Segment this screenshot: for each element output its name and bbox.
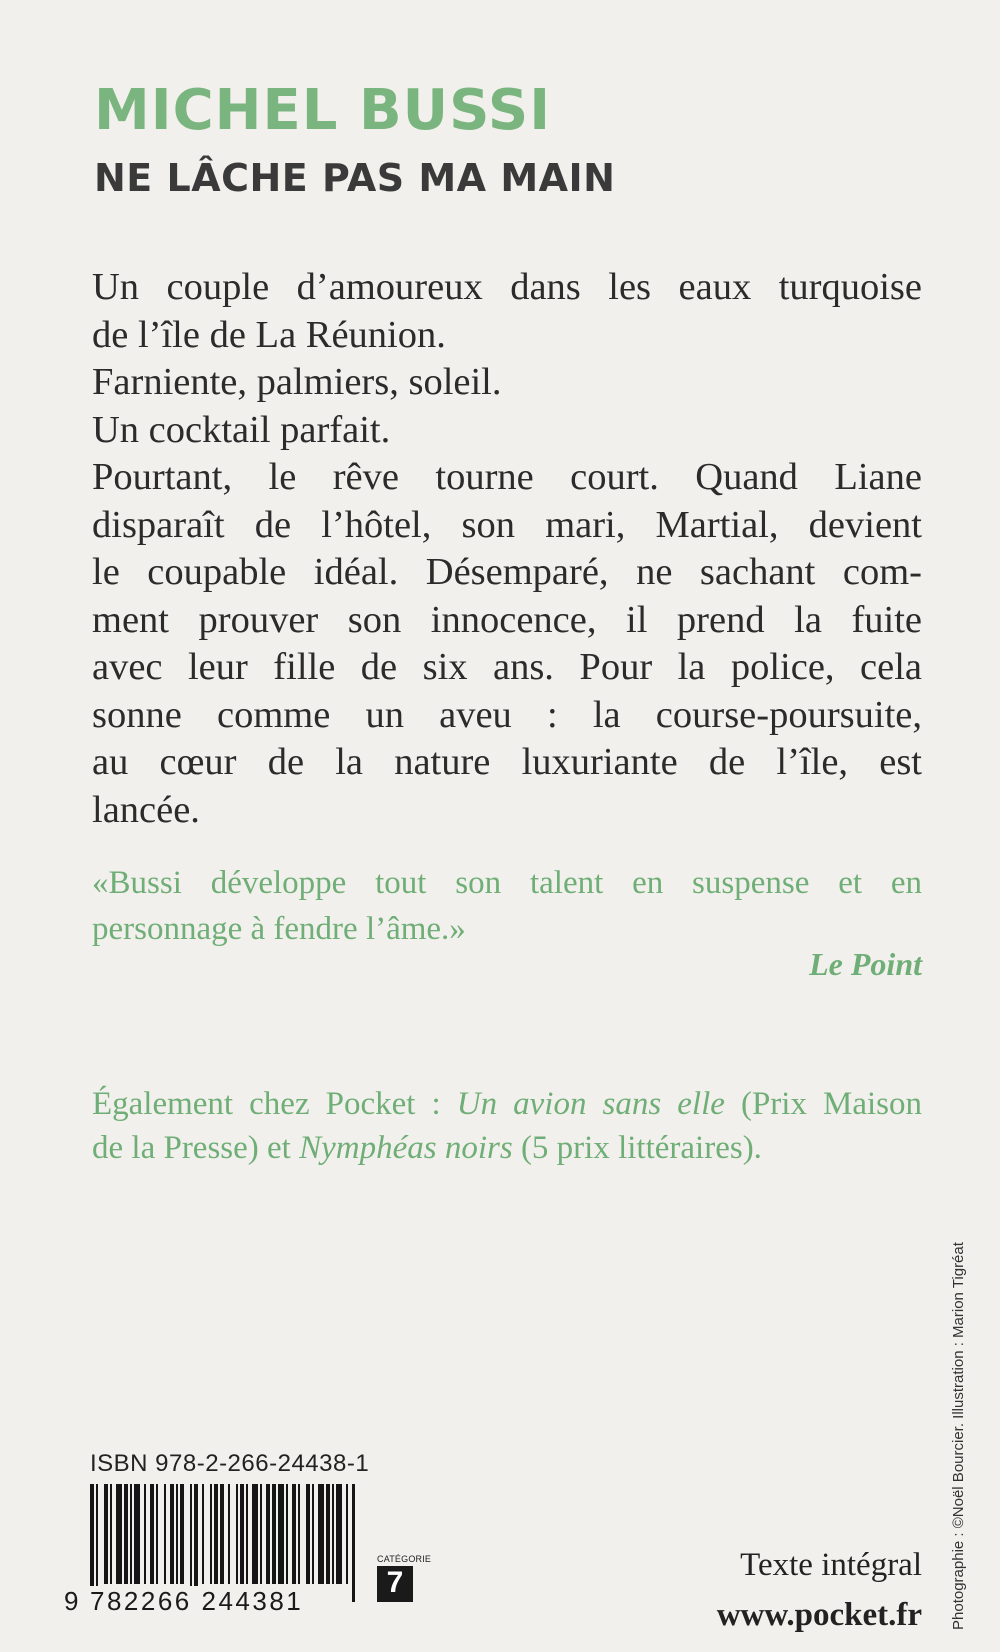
barcode-bar <box>144 1484 146 1584</box>
barcode-bar <box>190 1484 192 1602</box>
quote-line: personnage à fendre l’âme.» <box>92 911 466 947</box>
blurb-line: avec leur fille de six ans. Pour la police, cela <box>92 646 922 688</box>
blurb-line: Un couple d’amoureux dans les eaux turquoise <box>92 266 922 308</box>
also-line <box>92 1126 922 1170</box>
category-badge <box>377 1554 432 1602</box>
also-book-note: (5 prix littéraires). <box>512 1130 762 1166</box>
barcode-bar <box>228 1484 230 1584</box>
barcode-bar <box>220 1484 224 1584</box>
barcode-digits: 782266 244381 <box>90 1586 304 1616</box>
barcode-bar <box>272 1484 276 1584</box>
barcode-bar <box>156 1484 158 1584</box>
quote-line: «Bussi développe tout son talent en suspense et en <box>92 865 922 901</box>
barcode-bar <box>298 1484 300 1584</box>
edition-label: Texte intégral <box>740 1547 922 1583</box>
blurb-line: Farniente, palmiers, soleil. <box>92 361 502 403</box>
blurb-line: disparaît de l’hôtel, son mari, Martial, devient <box>92 503 922 546</box>
barcode-first-digit: 9 <box>64 1586 79 1616</box>
barcode-bar <box>194 1484 198 1602</box>
publisher-url[interactable]: www.pocket.fr <box>716 1597 922 1633</box>
blurb-line: le coupable idéal. Désemparé, ne sachant com- <box>92 551 922 593</box>
barcode-bar <box>332 1484 334 1584</box>
quote-source: Le Point <box>809 946 922 982</box>
barcode-bar <box>90 1484 94 1602</box>
also-text: de la Presse) et <box>92 1130 300 1166</box>
also-available <box>92 1082 922 1170</box>
footer-info <box>717 1540 922 1640</box>
barcode-bar <box>104 1484 108 1584</box>
barcode-bar <box>110 1484 112 1584</box>
blurb-line: lancée. <box>92 788 200 831</box>
barcode-bar <box>180 1484 184 1584</box>
photo-credit: Photographie : ©Noël Bourcier. Illustration : Marion Tigréat <box>950 1242 967 1630</box>
barcode-bar <box>116 1484 122 1584</box>
barcode-bar <box>346 1484 348 1584</box>
barcode-bar <box>352 1484 355 1602</box>
barcode-bar <box>240 1484 244 1584</box>
barcode-bar <box>134 1484 140 1584</box>
barcode-bar <box>176 1484 178 1584</box>
also-book-note: (Prix Maison <box>724 1086 923 1122</box>
barcode-bar <box>246 1484 248 1584</box>
category-number: 7 <box>377 1566 413 1602</box>
barcode-bar <box>286 1484 288 1584</box>
barcode-bar <box>210 1484 212 1584</box>
isbn: ISBN 978-2-266-24438-1 <box>90 1450 370 1477</box>
also-intro: Également chez Pocket : <box>92 1086 457 1122</box>
barcode-bar <box>260 1484 262 1584</box>
blurb-line: de l’île de La Réunion. <box>92 313 446 356</box>
barcode-bar <box>214 1484 218 1584</box>
blurb-line: Pourtant, le rêve tourne court. Quand Liane <box>92 456 922 498</box>
barcode-bar <box>164 1484 166 1584</box>
also-book-title: Nymphéas noirs <box>299 1130 513 1166</box>
barcode-bar <box>130 1484 132 1584</box>
barcode-bar <box>336 1484 342 1584</box>
press-quote <box>92 860 922 952</box>
book-title: NE LÂCHE PAS MA MAIN <box>94 156 616 200</box>
barcode-bar <box>236 1484 238 1584</box>
author-name: MICHEL BUSSI <box>94 78 552 143</box>
barcode-bar <box>150 1484 154 1584</box>
blurb-line: au cœur de la nature luxuriante de l’île, est <box>92 741 922 783</box>
barcode-bar <box>306 1484 310 1584</box>
barcode-bar <box>278 1484 284 1584</box>
barcode-bar <box>312 1484 314 1584</box>
barcode <box>90 1484 355 1602</box>
category-label: CATÉGORIE <box>377 1554 432 1564</box>
barcode-bar <box>202 1484 204 1584</box>
barcode-bar <box>326 1484 330 1584</box>
blurb-line: ment prouver son innocence, il prend la fuite <box>92 598 922 641</box>
also-book-title: Un avion sans elle <box>456 1086 725 1122</box>
blurb-line: sonne comme un aveu : la course-poursuite, <box>92 693 922 736</box>
barcode-bar <box>124 1484 128 1584</box>
also-line <box>92 1082 922 1126</box>
blurb <box>92 264 922 834</box>
barcode-bar <box>252 1484 258 1584</box>
barcode-bar <box>292 1484 296 1584</box>
barcode-bar <box>96 1484 98 1602</box>
barcode-bar <box>318 1484 324 1584</box>
barcode-bar <box>170 1484 174 1584</box>
barcode-bar <box>266 1484 270 1584</box>
blurb-line: Un cocktail parfait. <box>92 408 391 451</box>
